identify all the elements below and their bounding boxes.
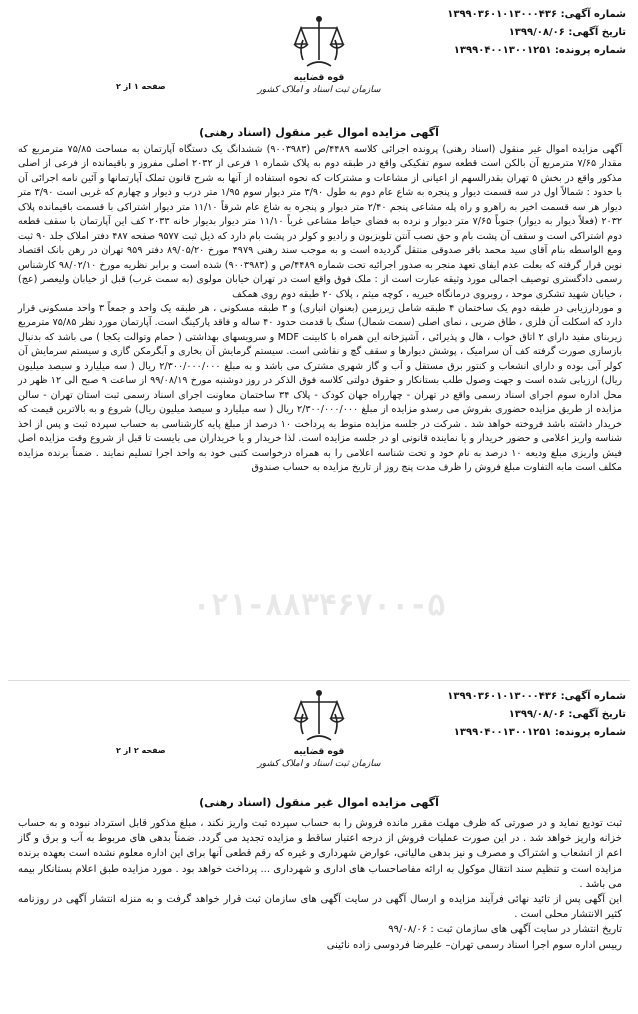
notice-paragraph: رییس اداره سوم اجرا اسناد رسمی تهران– علیرضا فردوسی زاده نائینی bbox=[326, 939, 622, 951]
scales-of-justice-icon bbox=[291, 14, 347, 72]
notice-paragraph: تاریخ انتشار در سایت آگهی های سازمان ثبت : ۹۹/۰۸/۰۶ bbox=[388, 924, 622, 936]
org-name-judiciary: قوه قضاییه bbox=[293, 747, 345, 757]
notice-meta bbox=[447, 688, 626, 742]
notice-number: شماره آگهی: ۱۳۹۹۰۳۶۰۱۰۱۳۰۰۰۴۳۶ bbox=[447, 9, 626, 20]
watermark-phone-number: ۰۲۱-۸۸۳۴۶۷۰۰-۵ bbox=[192, 588, 446, 623]
notice-paragraph: و موردارزیابی در طبقه دوم یک ساختمان ۴ طبقه شامل زیرزمین (بعنوان انباری) و ۳ طبقه مسکونی ، هر طبقه یک واحد و جمعاً ۳ واحد مسکونی قرار دارد که اسکلت آن فلزی ، طاق ضربی ، نمای اصلی (سمت شمال) سنگ با قدمت حدود ۴۰ ساله و فاقد پارکینگ است. آپارتمان مورد نظر ۷۵/۸۵ مترمربع زیربنای مفید دارای ۲ اتاق خواب ، هال و پذیرائی ، آشپزخانه این همراه با کابینت MDF و سرویسهای بهداشتی ( حمام وتوالت یکجا ) می باشد که بدنبال بازسازی صورت گرفته کف آن سرامیک ، پوشش دیوارها و سقف گچ و نقاشی است. سیستم گرمایش آن بخاری و آبگرمکن گازی و سیستم سرمایش آن کولر آبی بوده و دارای انشعاب و کنتور برق مستقل و آب و گاز شهری مشترک می باشد و به مبلغ ۲/۳۰۰/۰۰۰/۰۰۰ ریال ( سه میلیارد و سیصد میلیون ریال) ارزیابی شده است و جهت وصول طلب بستانکار و حقوق دولتی کلاسه فوق الذکر در روز دوشنبه مورخ ۹۹/۰۸/۱۹ از ساعت ۹ صبح الی ۱۲ ظهر در محل اداره سوم اجرای اسناد رسمی واقع در تهران - چهارراه جهان کودک - پلاک ۳۴ ساختمان معاونت اجرای اسناد رسمی ثبت استان تهران - سالن مزایده از طریق مزایده حضوری بفروش می رسدو مزایده از مبلغ ۲/۳۰۰/۰۰۰/۰۰۰ ریال ( سه میلیارد و سیصد میلیون ریال) شروع و به بالاترین قیمت که خریدار داشته باشد فروخته خواهد شد . شرکت در جلسه مزایده منوط به پرداخت ۱۰ درصد از مبلغ پایه کارشناسی به حساب سپرده ثبت و پس از اخذ شناسه واریز اعلامی و حضور خریدار و یا نماینده قانونی او در جلسه مزایده است. لذا خریدار و یا خریداران می بایست تا قبل از شروع وقت مزایده اصل فیش واریزی مبلغ ودیعه ۱۰ درصد به نام خود و تحت شناسه اعلامی را به همراه درخواست کتبی خود به واحد اجرا تسلیم نمایند . ضمناً برنده مزایده مکلف است مابه التفاوت مبلغ فروش را ظرف مدت پنج روز از تاریخ مزایده به حساب صندوق bbox=[18, 302, 623, 473]
notice-meta bbox=[447, 6, 626, 60]
scales-of-justice-icon bbox=[291, 688, 347, 746]
file-number: شماره پرونده: ۱۳۹۹۰۴۰۰۱۳۰۰۱۲۵۱ bbox=[453, 727, 626, 738]
notice-page-2 bbox=[0, 682, 638, 1014]
notice-date: تاریخ آگهی: ۱۳۹۹/۰۸/۰۶ bbox=[508, 27, 626, 38]
file-number: شماره پرونده: ۱۳۹۹۰۴۰۰۱۳۰۰۱۲۵۱ bbox=[453, 45, 626, 56]
notice-paragraph: این آگهی پس از تائید نهائی فرآیند مزایده و ارسال آگهی در سایت آگهی های سازمان ثبت قرار خواهد گرفت و به منزله انتشار آگهی در روزنامه کثیر الانتشار محلی است . bbox=[18, 894, 622, 921]
notice-number: شماره آگهی: ۱۳۹۹۰۳۶۰۱۰۱۳۰۰۰۴۳۶ bbox=[447, 691, 626, 702]
judiciary-emblem bbox=[229, 688, 409, 770]
org-name-registry: سازمان ثبت اسناد و املاک کشور bbox=[257, 759, 381, 769]
notice-body bbox=[18, 816, 622, 953]
notice-title: آگهی مزایده اموال غیر منقول (اسناد رهنی) bbox=[199, 126, 439, 139]
notice-title: آگهی مزایده اموال غیر منقول (اسناد رهنی) bbox=[199, 796, 439, 809]
notice-paragraph: ثبت تودیع نماید و در صورتی که ظرف مهلت مقرر مانده فروش را به حساب سپرده ثبت واریز نکند ، مبلغ مذکور قابل استرداد نبوده و به حساب خزانه واریز خواهد شد . در این صورت عملیات فروش از درجه اعتبار ساقط و مزایده تجدید می گردد. ضمناً بدهی های مربوط به آب و برق و گاز اعم از انشعاب و اشتراک و مصرف و نیز بدهی مالیاتی، عوارض شهرداری و غیره که رقم قطعی آنها برای این اداره معلوم نشده است بعهده برنده مزایده است و تنظیم سند انتقال موکول به ارائه مفاصاحساب های اداری و شهرداری ... پرداخت خواهد بود . مورد مزایده طبق اعلام بستانکار بیمه می باشد . bbox=[18, 818, 622, 890]
judiciary-emblem bbox=[229, 14, 409, 96]
notice-date: تاریخ آگهی: ۱۳۹۹/۰۸/۰۶ bbox=[508, 709, 626, 720]
section-divider bbox=[8, 680, 630, 681]
page-label: صفحه ۲ از ۲ bbox=[116, 746, 166, 755]
notice-body bbox=[18, 143, 622, 475]
org-name-registry: سازمان ثبت اسناد و املاک کشور bbox=[257, 85, 381, 95]
page-label: صفحه ۱ از ۲ bbox=[116, 82, 166, 91]
org-name-judiciary: قوه قضاییه bbox=[293, 73, 345, 83]
notice-paragraph: آگهی مزایده اموال غیر منقول (اسناد رهنی) پرونده اجرائی کلاسه ۴۴۸۹/ص (۹۰۰۳۹۸۳) ششدانگ یک دستگاه آپارتمان به مساحت ۷۵/۸۵ مترمربع که مقدار ۷/۶۵ مترمربع آن بالکن است قطعه سوم تفکیکی واقع در طبقه دوم به پلاک شماره ۱ فرعی از ۲۰۳۲ اصلی مفروز و باقیمانده از فرعی از اصلی مذکور واقع در بخش ۵ تهران بقدرالسهم از اعیانی از مشاعات و مشترکات که نحوه استفاده از آنها به شرح قانون تملک آپارتمانها و آئین نامه اجرائی آن با حدود : شمالاً اول در سه قسمت دیوار و پنجره به شاع عام دوم به طول ۳/۹۰ متر دیوار سوم ۱/۹۵ متر درب و دیوار و چهارم که غربی است ۳/۹۰ متر دیوار هر سه قسمت اخیر به راهرو و راه پله مشاعی پنجم ۲/۴۰ متر دیوار و پنجره به شاع عام شرقاً ۱۱/۱۰ متر دیوار اشتراکی با قسمت باقیمانده پلاک ۲۰۳۲ (فعلاً دیوار به دیوار) جنوباً ۷/۶۵ متر دیوار و نرده به فضای حیاط مشاعی غرباً ۱۱/۱۰ متر دیوار بدیوار خانه ۲۰۳۳ کف این آپارتمان با سقف قطعه دوم اشتراکی است و سقف آن پشت بام و حق نصب آنتن تلویزیون و رادیو و کولر در پشت بام دارد که ذیل ثبت ۹۵۷۷ صفحه ۴۸۷ دفتر املاک جلد ۹۰ ثبت ومع الواسطه بنام آقای سید محمد باقر صدوقی منتقل گردیده است و به موجب سند رهنی ۴۹۷۹ مورخ ۸۹/۰۵/۲۰ دفتر ۹۵۹ تهران در رهن بانک اقتصاد نوین قرار گرفته که بعلت عدم ایفای تعهد منجر به صدور اجرائیه تحت شماره ۴۴۸۹/ص و (۹۰۰۳۹۸۳) شده است و برابر نظریه مورخ ۹۸/۰۲/۱۰ کارشناس رسمی دادگستری توصیف اجمالی مورد وثیقه عبارت است از : ملک فوق واقع است در تهران خیابان مولوی (به سمت غرب) قبل از خیابان ولیعصر (عج) ، خیابان شهید تشکری موحد ، روبروی درمانگاه خیریه ، کوچه میثم ، پلاک ۲۰ طبقه دوم روی همکف bbox=[18, 144, 623, 300]
